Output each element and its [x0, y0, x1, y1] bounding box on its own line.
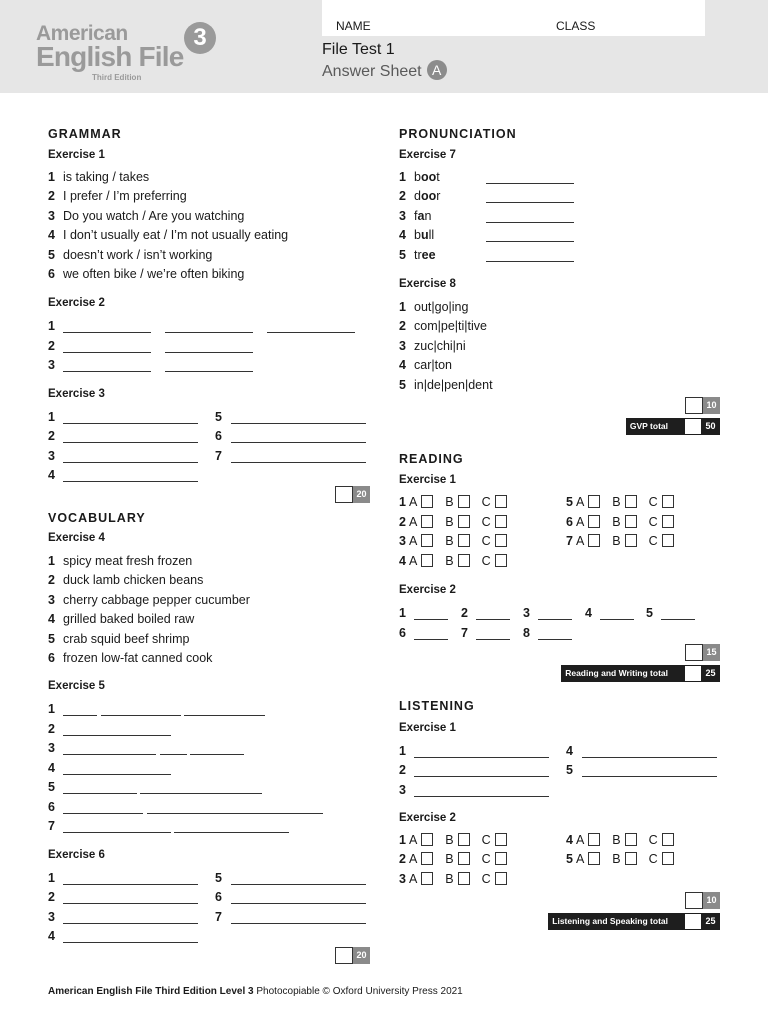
answer-line[interactable]: [160, 754, 187, 755]
item-number: 1: [48, 410, 55, 424]
item-number: 4: [566, 744, 573, 758]
choice-row: [399, 515, 519, 529]
item-number: 2: [48, 429, 55, 443]
word-part: d: [414, 189, 421, 204]
checkbox[interactable]: [625, 515, 637, 528]
item-number: 3: [399, 208, 406, 223]
checkbox[interactable]: [421, 554, 433, 567]
item-number: 5: [48, 780, 55, 794]
answer-line[interactable]: [476, 639, 510, 640]
checkbox[interactable]: [495, 833, 507, 846]
pronunciation-heading: PRONUNCIATION: [399, 127, 517, 141]
answer-line[interactable]: [231, 903, 366, 904]
checkbox[interactable]: [495, 852, 507, 865]
answer-line[interactable]: [63, 371, 151, 372]
reading-exercise1-heading: Exercise 1: [399, 474, 456, 486]
answer-line[interactable]: [63, 774, 171, 775]
item-text: we often bike / we’re often biking: [63, 267, 245, 281]
answer-line[interactable]: [63, 832, 171, 833]
item-number: 2: [48, 189, 55, 204]
item-number: 6: [48, 651, 55, 665]
option-letter: C: [648, 495, 658, 509]
file-test-title: File Test 1: [322, 41, 395, 58]
item-number: 4: [566, 833, 573, 847]
option-letter: C: [481, 515, 491, 529]
answer-line[interactable]: [486, 261, 574, 262]
item-text: zuc|chi|ni: [414, 338, 466, 353]
word-part: f: [414, 208, 418, 223]
answer-line[interactable]: [538, 639, 572, 640]
answer-line[interactable]: [414, 757, 549, 758]
item-text: doesn’t work / isn’t working: [63, 247, 213, 262]
answer-line[interactable]: [63, 462, 198, 463]
checkbox[interactable]: [662, 515, 674, 528]
grammar-heading: GRAMMAR: [48, 127, 122, 141]
word-part: tr: [414, 247, 422, 262]
option-letter: A: [408, 534, 418, 548]
item-number: 6: [48, 800, 55, 814]
option-letter: C: [481, 852, 491, 866]
answer-line[interactable]: [486, 241, 574, 242]
item-text: cherry cabbage pepper cucumber: [63, 592, 250, 607]
gvp-total-label: GVP total: [629, 421, 668, 431]
answer-line[interactable]: [184, 715, 265, 716]
checkbox[interactable]: [421, 872, 433, 885]
listening-speaking-total-label: Listening and Speaking total: [552, 916, 668, 926]
answer-line[interactable]: [63, 813, 143, 814]
choice-row: [566, 495, 686, 509]
vocabulary-exercise5-heading: Exercise 5: [48, 680, 105, 692]
item-number: 3: [399, 534, 406, 548]
item-text: I don’t usually eat / I’m not usually eating: [63, 228, 289, 243]
reading-heading: READING: [399, 452, 464, 466]
grammar-exercise3-heading: Exercise 3: [48, 388, 105, 400]
answer-line[interactable]: [486, 202, 574, 203]
option-letter: A: [575, 495, 585, 509]
checkbox[interactable]: [458, 515, 470, 528]
option-letter: A: [575, 515, 585, 529]
checkbox[interactable]: [588, 495, 600, 508]
option-letter: A: [575, 534, 585, 548]
option-letter: A: [408, 515, 418, 529]
answer-line[interactable]: [63, 442, 198, 443]
choice-row: [566, 852, 686, 866]
checkbox[interactable]: [625, 852, 637, 865]
word-stressed-sound: u: [420, 228, 429, 243]
option-letter: A: [408, 495, 418, 509]
score-entry-box[interactable]: [335, 486, 353, 503]
word-part: r: [436, 189, 441, 204]
pronunciation-word: [414, 170, 440, 184]
checkbox[interactable]: [662, 833, 674, 846]
choice-row: [399, 872, 519, 886]
item-number: 5: [215, 871, 222, 885]
checkbox[interactable]: [588, 833, 600, 846]
item-number: 2: [48, 339, 55, 353]
item-number: 3: [48, 358, 55, 372]
checkbox[interactable]: [495, 534, 507, 547]
word-stressed-sound: a: [417, 208, 425, 223]
answer-sheet-label: Answer Sheet: [322, 63, 422, 80]
pronunciation-exercise8-heading: Exercise 8: [399, 278, 456, 290]
item-number: 1: [399, 833, 406, 847]
item-number: 3: [48, 449, 55, 463]
option-letter: B: [612, 534, 621, 548]
checkbox[interactable]: [588, 515, 600, 528]
word-stressed-sound: oo: [420, 170, 437, 184]
choice-row: [399, 833, 519, 847]
checkbox[interactable]: [495, 495, 507, 508]
item-text: duck lamb chicken beans: [63, 573, 204, 588]
answer-line[interactable]: [63, 423, 198, 424]
answer-line[interactable]: [63, 715, 97, 716]
checkbox[interactable]: [662, 852, 674, 865]
answer-line[interactable]: [582, 757, 717, 758]
vocabulary-exercise4-heading: Exercise 4: [48, 532, 105, 544]
item-number: 5: [566, 852, 573, 866]
score-max: 10: [703, 397, 720, 414]
vocabulary-heading: VOCABULARY: [48, 511, 146, 525]
item-number: 1: [48, 319, 55, 333]
checkbox[interactable]: [495, 872, 507, 885]
answer-line[interactable]: [582, 776, 717, 777]
answer-line[interactable]: [476, 619, 510, 620]
checkbox[interactable]: [421, 852, 433, 865]
option-letter: B: [445, 852, 454, 866]
item-number: 6: [215, 429, 222, 443]
reading-writing-total-max: 25: [705, 668, 716, 678]
answer-line[interactable]: [63, 884, 198, 885]
item-text: is taking / takes: [63, 170, 150, 184]
listening-exercise1-heading: Exercise 1: [399, 722, 456, 734]
choice-row: [399, 554, 519, 568]
item-number: 1: [48, 702, 55, 716]
answer-sheet-title: [322, 60, 447, 81]
item-text: out|go|ing: [414, 300, 469, 314]
option-letter: C: [648, 534, 658, 548]
answer-line[interactable]: [63, 793, 137, 794]
option-letter: B: [445, 515, 454, 529]
option-letter: B: [445, 872, 454, 886]
listening-speaking-total-max: 25: [705, 916, 716, 926]
item-number: 2: [399, 515, 406, 529]
option-letter: B: [445, 534, 454, 548]
item-number: 5: [48, 247, 55, 262]
answer-line[interactable]: [63, 903, 198, 904]
item-number: 4: [48, 468, 55, 482]
score-max: 15: [703, 644, 720, 661]
item-number: 7: [215, 910, 222, 924]
item-number: 7: [566, 534, 573, 548]
word-part: b: [414, 170, 421, 184]
answer-line[interactable]: [486, 183, 574, 184]
score-max: 20: [353, 486, 370, 503]
gvp-total-max: 50: [705, 421, 716, 431]
footer: [48, 986, 463, 997]
checkbox[interactable]: [421, 833, 433, 846]
item-number: 4: [399, 228, 406, 243]
item-number: 4: [399, 358, 406, 373]
answer-line[interactable]: [661, 619, 695, 620]
option-letter: B: [612, 833, 621, 847]
item-number: 1: [399, 495, 406, 509]
answer-line[interactable]: [140, 793, 262, 794]
item-number: 8: [523, 626, 530, 640]
answer-line[interactable]: [101, 715, 181, 716]
word-part: n: [424, 208, 432, 223]
option-letter: B: [612, 852, 621, 866]
score-entry-box[interactable]: [685, 644, 703, 661]
option-letter: C: [481, 872, 491, 886]
answer-line[interactable]: [231, 884, 366, 885]
total-entry-box[interactable]: [685, 419, 701, 434]
item-number: 2: [399, 763, 406, 777]
header-band: [0, 0, 768, 93]
item-number: 2: [48, 722, 55, 736]
answer-line[interactable]: [165, 371, 253, 372]
answer-line[interactable]: [63, 923, 198, 924]
answer-line[interactable]: [538, 619, 572, 620]
option-letter: B: [612, 515, 621, 529]
item-text: com|pe|ti|tive: [414, 319, 487, 334]
score-max: 20: [353, 947, 370, 964]
footer-copyright: Photocopiable © Oxford University Press 2021: [256, 986, 463, 997]
answer-line[interactable]: [231, 462, 366, 463]
checkbox[interactable]: [588, 534, 600, 547]
pronunciation-word: [414, 248, 436, 262]
option-letter: C: [481, 554, 491, 568]
answer-line[interactable]: [63, 352, 151, 353]
grammar-exercise2-heading: Exercise 2: [48, 297, 105, 309]
name-class-field[interactable]: [322, 0, 705, 36]
score-max: 10: [703, 892, 720, 909]
checkbox[interactable]: [458, 872, 470, 885]
choice-row: [566, 534, 686, 548]
option-letter: A: [575, 833, 585, 847]
logo-edition: Third Edition: [92, 73, 142, 82]
item-number: 1: [48, 554, 55, 568]
item-number: 4: [48, 761, 55, 775]
checkbox[interactable]: [421, 515, 433, 528]
listening-heading: LISTENING: [399, 699, 475, 713]
item-number: 4: [48, 929, 55, 943]
word-part: t: [436, 170, 440, 184]
checkbox[interactable]: [421, 534, 433, 547]
answer-line[interactable]: [174, 832, 289, 833]
pronunciation-word: [414, 228, 434, 242]
item-number: 3: [48, 208, 55, 223]
option-letter: B: [445, 833, 454, 847]
item-number: 3: [399, 872, 406, 886]
item-number: 1: [399, 606, 406, 620]
item-number: 5: [566, 495, 573, 509]
listening-speaking-total-bar: [548, 913, 720, 930]
item-number: 2: [48, 890, 55, 904]
answer-line[interactable]: [147, 813, 323, 814]
answer-line[interactable]: [414, 619, 448, 620]
choice-row: [566, 833, 686, 847]
reading-writing-total-bar: [561, 665, 720, 682]
checkbox[interactable]: [458, 495, 470, 508]
checkbox[interactable]: [495, 515, 507, 528]
item-text: I prefer / I’m preferring: [63, 189, 187, 204]
option-letter: B: [445, 554, 454, 568]
class-label: CLASS: [556, 19, 596, 33]
score-entry-box[interactable]: [685, 397, 703, 414]
name-label: NAME: [336, 19, 371, 33]
option-letter: B: [612, 495, 621, 509]
item-number: 2: [399, 319, 406, 334]
version-badge: A: [427, 60, 447, 80]
answer-line[interactable]: [414, 776, 549, 777]
reading-writing-total-label: Reading and Writing total: [565, 668, 668, 678]
checkbox[interactable]: [662, 495, 674, 508]
grammar-exercise1-heading: Exercise 1: [48, 149, 105, 161]
option-letter: C: [481, 534, 491, 548]
option-letter: B: [445, 495, 454, 509]
item-number: 4: [585, 606, 592, 620]
item-text: car|ton: [414, 358, 452, 373]
checkbox[interactable]: [495, 554, 507, 567]
item-number: 5: [646, 606, 653, 620]
checkbox[interactable]: [458, 554, 470, 567]
answer-line[interactable]: [63, 735, 171, 736]
logo-level-badge: 3: [184, 22, 216, 54]
checkbox[interactable]: [625, 534, 637, 547]
pronunciation-word: [414, 209, 431, 223]
item-number: 2: [48, 573, 55, 588]
answer-line[interactable]: [414, 639, 448, 640]
checkbox[interactable]: [458, 852, 470, 865]
option-letter: A: [408, 554, 418, 568]
checkbox[interactable]: [662, 534, 674, 547]
item-number: 1: [48, 871, 55, 885]
word-stressed-sound: ee: [421, 247, 436, 262]
answer-line[interactable]: [190, 754, 244, 755]
item-number: 1: [399, 744, 406, 758]
vocabulary-exercise6-heading: Exercise 6: [48, 849, 105, 861]
item-number: 3: [399, 338, 406, 353]
answer-line[interactable]: [231, 923, 366, 924]
gvp-total-bar: [626, 418, 720, 435]
choice-row: [399, 495, 519, 509]
item-number: 5: [399, 377, 406, 392]
item-text: in|de|pen|dent: [414, 377, 493, 392]
item-number: 6: [215, 890, 222, 904]
checkbox[interactable]: [458, 534, 470, 547]
checkbox[interactable]: [625, 495, 637, 508]
item-number: 1: [399, 300, 406, 314]
word-part: b: [414, 228, 421, 243]
item-text: crab squid beef shrimp: [63, 631, 190, 646]
item-number: 6: [399, 626, 406, 640]
item-number: 3: [523, 606, 530, 620]
checkbox[interactable]: [458, 833, 470, 846]
item-number: 6: [566, 515, 573, 529]
option-letter: C: [648, 852, 658, 866]
item-number: 2: [461, 606, 468, 620]
item-text: grilled baked boiled raw: [63, 612, 195, 627]
answer-line[interactable]: [165, 352, 253, 353]
answer-line[interactable]: [414, 796, 549, 797]
checkbox[interactable]: [421, 495, 433, 508]
answer-line[interactable]: [63, 754, 156, 755]
item-number: 6: [48, 267, 55, 281]
answer-line[interactable]: [165, 332, 253, 333]
item-number: 4: [48, 612, 55, 627]
item-number: 4: [48, 228, 55, 243]
choice-row: [566, 515, 686, 529]
item-number: 3: [48, 910, 55, 924]
option-letter: C: [481, 495, 491, 509]
item-text: frozen low-fat canned cook: [63, 651, 213, 665]
item-number: 7: [461, 626, 468, 640]
footer-title: American English File Third Edition Level 3: [48, 986, 254, 997]
option-letter: A: [408, 852, 418, 866]
item-number: 1: [399, 170, 406, 184]
option-letter: C: [648, 833, 658, 847]
answer-line[interactable]: [231, 442, 366, 443]
pronunciation-exercise7-heading: Exercise 7: [399, 149, 456, 161]
answer-line[interactable]: [231, 423, 366, 424]
item-number: 3: [399, 783, 406, 797]
logo: [36, 22, 207, 82]
checkbox[interactable]: [625, 833, 637, 846]
choice-row: [399, 852, 519, 866]
word-stressed-sound: oo: [420, 189, 437, 204]
listening-exercise2-heading: Exercise 2: [399, 812, 456, 824]
answer-line[interactable]: [486, 222, 574, 223]
item-number: 1: [48, 170, 55, 184]
item-number: 7: [48, 819, 55, 833]
item-number: 5: [215, 410, 222, 424]
answer-line[interactable]: [600, 619, 634, 620]
item-number: 2: [399, 189, 406, 204]
item-text: spicy meat fresh frozen: [63, 554, 193, 568]
answer-line[interactable]: [63, 332, 151, 333]
logo-line2: English File: [36, 41, 184, 72]
item-number: 7: [215, 449, 222, 463]
checkbox[interactable]: [588, 852, 600, 865]
score-entry-box[interactable]: [685, 892, 703, 909]
item-number: 5: [48, 631, 55, 646]
total-entry-box[interactable]: [685, 666, 701, 681]
item-number: 2: [399, 852, 406, 866]
item-number: 5: [399, 247, 406, 262]
pronunciation-word: [414, 189, 440, 203]
option-letter: C: [481, 833, 491, 847]
option-letter: A: [408, 872, 418, 886]
reading-exercise2-heading: Exercise 2: [399, 584, 456, 596]
item-text: Do you watch / Are you watching: [63, 208, 245, 223]
logo-line1: American: [36, 22, 128, 45]
option-letter: A: [408, 833, 418, 847]
answer-line[interactable]: [63, 481, 198, 482]
answer-line[interactable]: [63, 942, 198, 943]
total-entry-box[interactable]: [685, 914, 701, 929]
option-letter: C: [648, 515, 658, 529]
item-number: 5: [566, 763, 573, 777]
score-entry-box[interactable]: [335, 947, 353, 964]
choice-row: [399, 534, 519, 548]
option-letter: A: [575, 852, 585, 866]
item-number: 3: [48, 741, 55, 755]
word-part: ll: [428, 228, 435, 243]
item-number: 4: [399, 554, 406, 568]
answer-line[interactable]: [267, 332, 355, 333]
item-number: 3: [48, 592, 55, 607]
